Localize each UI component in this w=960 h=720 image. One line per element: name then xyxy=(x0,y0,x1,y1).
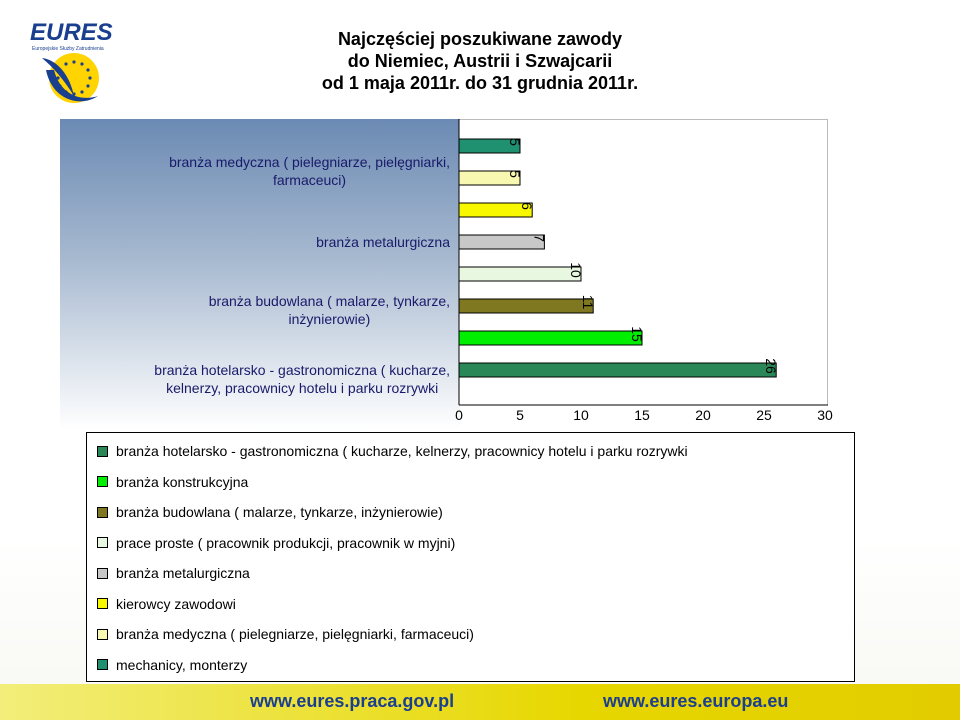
title-line: Najczęściej poszukiwane zawody xyxy=(337,29,623,49)
footer-link-europa[interactable]: www.eures.europa.eu xyxy=(603,691,789,711)
legend-label: branża metalurgiczna xyxy=(116,565,250,581)
bar xyxy=(459,363,776,377)
footer-link-national[interactable]: www.eures.praca.gov.pl xyxy=(250,691,455,711)
x-tick-label: 5 xyxy=(516,407,524,423)
data-label: 5 xyxy=(507,138,523,146)
data-label: 7 xyxy=(531,234,548,242)
legend-item xyxy=(97,503,443,521)
legend-swatch xyxy=(97,659,108,670)
legend-label: branża budowlana ( malarze, tynkarze, inżynierowie) xyxy=(116,504,443,520)
legend-label: branża konstrukcyjna xyxy=(116,473,249,490)
x-tick-label: 15 xyxy=(634,407,650,423)
footer-bar xyxy=(0,684,960,720)
data-label: 5 xyxy=(507,170,523,178)
legend-label: prace proste ( pracownik produkcji, pracownik w myjni) xyxy=(116,534,456,551)
title-line: do Niemiec, Austrii i Szwajcarii xyxy=(347,51,613,71)
x-tick-label: 30 xyxy=(817,407,833,423)
data-label: 11 xyxy=(580,294,597,310)
legend-label: branża hotelarsko - gastronomiczna ( kucharze, kelnerzy, pracownicy hotelu i parku rozrywki xyxy=(116,443,688,459)
data-label: 6 xyxy=(519,202,536,210)
logo-text: EURES xyxy=(30,19,113,46)
legend-item xyxy=(97,473,248,491)
legend-swatch xyxy=(97,446,108,457)
legend-swatch xyxy=(97,598,108,609)
x-tick-label: 10 xyxy=(573,407,589,423)
legend-item xyxy=(97,625,474,643)
legend-item xyxy=(97,534,455,552)
legend-swatch xyxy=(97,537,108,548)
bar xyxy=(459,267,581,281)
bar xyxy=(459,331,642,345)
x-tick-label: 0 xyxy=(455,407,463,423)
legend-swatch xyxy=(97,476,108,487)
legend-swatch xyxy=(97,507,108,518)
legend-label: kierowcy zawodowi xyxy=(116,595,236,612)
legend-item xyxy=(97,442,688,460)
category-label: branża budowlana ( malarze, tynkarze, inżynierowie) xyxy=(208,293,450,327)
category-label: branża hotelarsko - gastronomiczna ( kucharze, kelnerzy, pracownicy hotelu i parku rozrywki xyxy=(154,362,450,396)
legend-swatch xyxy=(97,568,108,579)
legend-item xyxy=(97,656,247,674)
data-label: 15 xyxy=(629,326,645,342)
title-line: od 1 maja 2011r. do 31 grudnia 2011r. xyxy=(321,73,639,93)
x-tick-label: 20 xyxy=(695,407,711,423)
data-label: 26 xyxy=(763,358,780,374)
legend-item xyxy=(97,564,250,582)
legend-label: mechanicy, monterzy xyxy=(116,656,248,673)
x-tick-label: 25 xyxy=(756,407,772,423)
logo-subtext: Europejskie Służby Zatrudnienia xyxy=(32,46,104,52)
chart-legend xyxy=(86,432,855,682)
legend-swatch xyxy=(97,629,108,640)
category-label: branża metalurgiczna xyxy=(316,234,450,250)
legend-label: branża medyczna ( pielegniarze, pielęgniarki, farmaceuci) xyxy=(116,626,474,642)
category-label: branża medyczna ( pielegniarze, pielęgniarki, farmaceuci) xyxy=(169,154,450,188)
legend-item xyxy=(97,595,236,613)
data-label: 10 xyxy=(568,262,584,278)
bar xyxy=(459,299,593,313)
